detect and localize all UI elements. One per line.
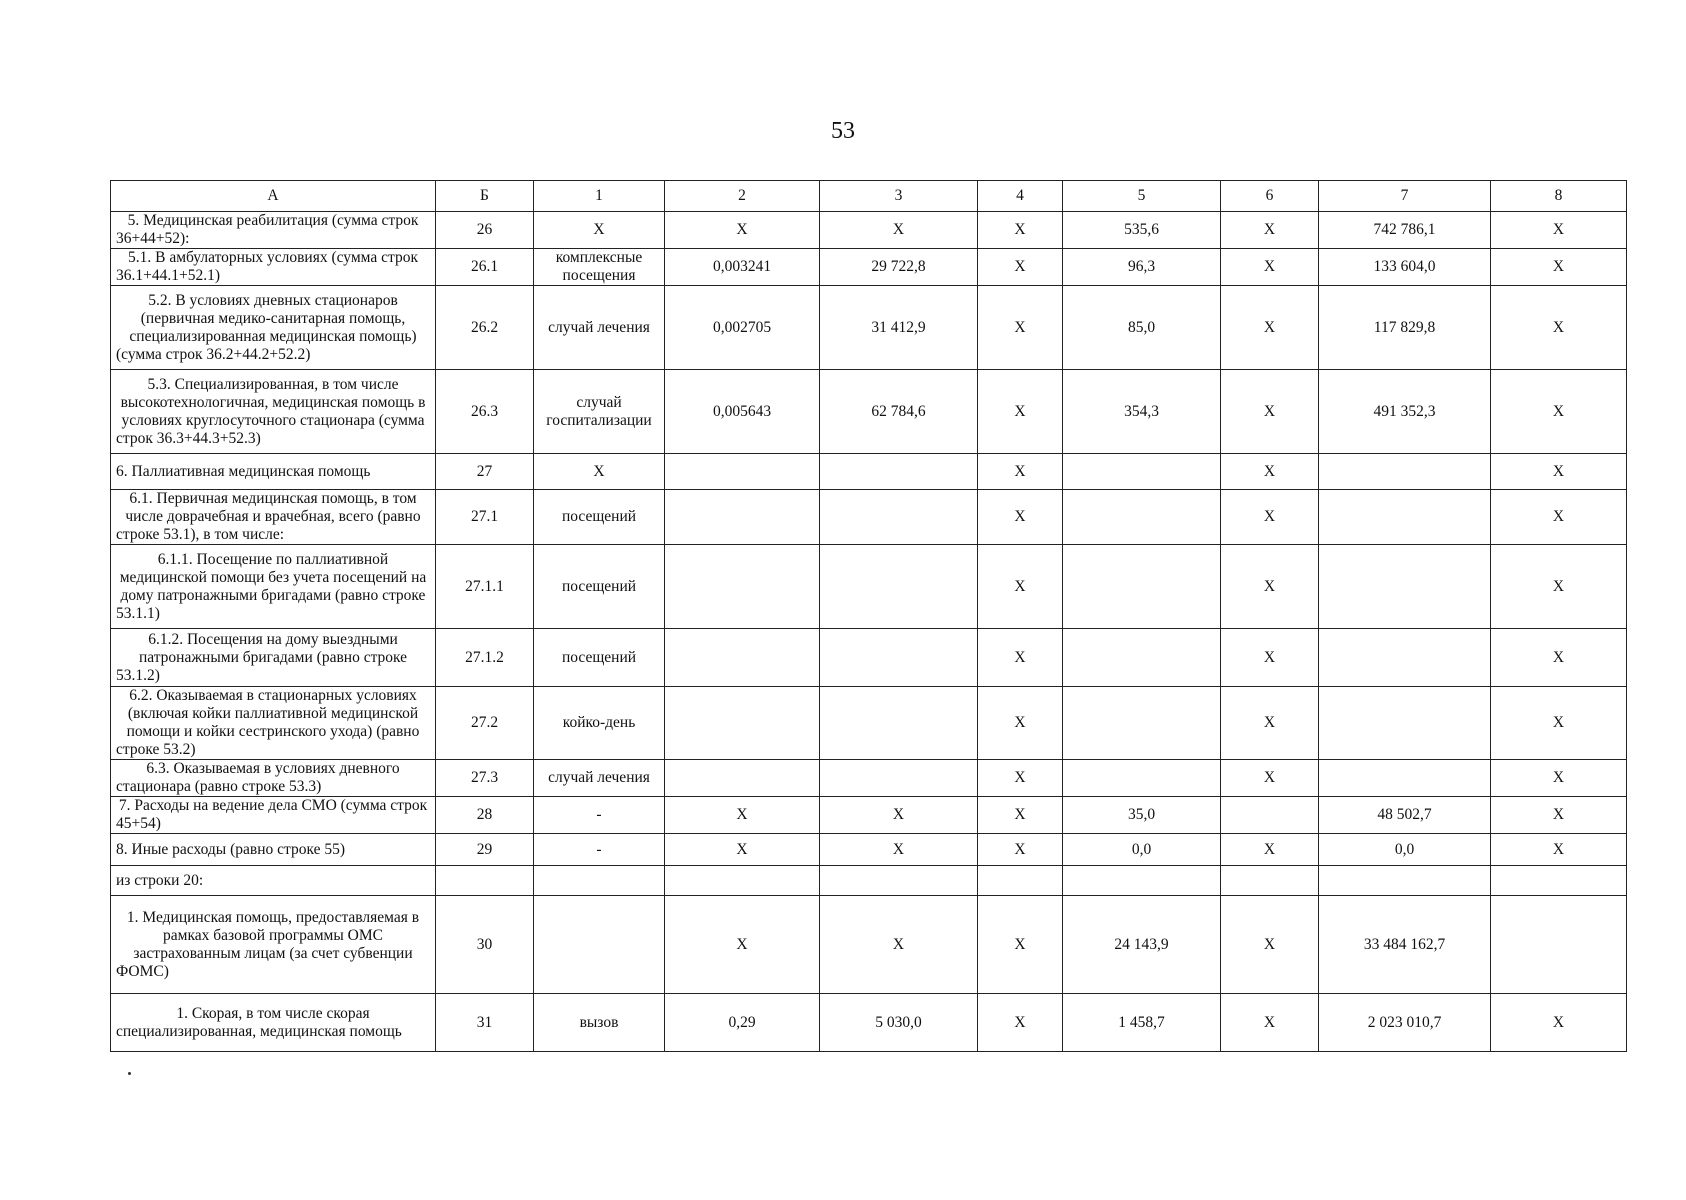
table-cell: посещений (534, 545, 665, 629)
table-cell: X (1491, 454, 1627, 490)
table-cell: X (1491, 212, 1627, 249)
table-cell (1319, 760, 1491, 797)
table-cell: 0,005643 (665, 370, 820, 454)
row-label-cell: 5.2. В условиях дневных стационаров (первичная медико-санитарная помощь, специализированная медицинская помощь) (сумма строк 36.2+44.2+52.2) (111, 286, 436, 370)
table-cell: X (978, 994, 1063, 1052)
table-cell: 535,6 (1063, 212, 1221, 249)
table-cell: случай лечения (534, 760, 665, 797)
table-row (111, 490, 1627, 545)
table-cell (1319, 545, 1491, 629)
table-cell (1319, 490, 1491, 545)
table-cell: 491 352,3 (1319, 370, 1491, 454)
table-cell: 35,0 (1063, 797, 1221, 834)
table-cell: - (534, 797, 665, 834)
data-table (110, 180, 1627, 1052)
table-cell: X (978, 687, 1063, 760)
row-label-cell: 6.1.2. Посещения на дому выездными патронажными бригадами (равно строке 53.1.2) (111, 629, 436, 687)
row-label-cell: 1. Медицинская помощь, предоставляемая в рамках базовой программы ОМС застрахованным лицам (за счет субвенции ФОМС) (111, 896, 436, 994)
table-cell (436, 866, 534, 896)
table-cell: X (665, 212, 820, 249)
table-cell: X (534, 454, 665, 490)
table-cell (665, 760, 820, 797)
table-cell: 27.1 (436, 490, 534, 545)
table-cell: X (978, 490, 1063, 545)
table-cell (1063, 760, 1221, 797)
table-row (111, 896, 1627, 994)
table-cell (1319, 629, 1491, 687)
table-cell: X (820, 797, 978, 834)
table-cell (820, 760, 978, 797)
table-cell: X (1221, 760, 1319, 797)
column-header: 2 (665, 181, 820, 212)
table-cell: 0,002705 (665, 286, 820, 370)
table-row (111, 834, 1627, 866)
column-header: А (111, 181, 436, 212)
table-row (111, 454, 1627, 490)
scan-speck (128, 1072, 131, 1075)
table-cell (820, 687, 978, 760)
table-row (111, 545, 1627, 629)
table-row (111, 629, 1627, 687)
column-header: 1 (534, 181, 665, 212)
row-label-cell: из строки 20: (111, 866, 436, 896)
table-cell: X (978, 896, 1063, 994)
table-cell: 29 722,8 (820, 249, 978, 286)
table-cell: X (1491, 286, 1627, 370)
table-cell: койко-день (534, 687, 665, 760)
table-cell: X (1491, 687, 1627, 760)
table-cell: X (1221, 454, 1319, 490)
table-row (111, 866, 1627, 896)
table-cell: посещений (534, 490, 665, 545)
table-cell: 62 784,6 (820, 370, 978, 454)
table-cell: комплексные посещения (534, 249, 665, 286)
table-cell (1491, 866, 1627, 896)
table-cell (665, 490, 820, 545)
column-header: Б (436, 181, 534, 212)
table-row (111, 797, 1627, 834)
column-header: 4 (978, 181, 1063, 212)
table-cell: X (1221, 629, 1319, 687)
table-cell (1063, 490, 1221, 545)
table-cell: случай лечения (534, 286, 665, 370)
table-cell (820, 866, 978, 896)
row-label-cell: 6. Паллиативная медицинская помощь (111, 454, 436, 490)
row-label-cell: 6.1.1. Посещение по паллиативной медицинской помощи без учета посещений на дому патронажными бригадами (равно строке 53.1.1) (111, 545, 436, 629)
column-header: 7 (1319, 181, 1491, 212)
table-cell: X (1221, 490, 1319, 545)
table-cell (1221, 797, 1319, 834)
table-cell: X (1491, 760, 1627, 797)
table-cell (1221, 866, 1319, 896)
row-label-cell: 1. Скорая, в том числе скорая специализированная, медицинская помощь (111, 994, 436, 1052)
row-label-cell: 8. Иные расходы (равно строке 55) (111, 834, 436, 866)
table-cell: X (1221, 370, 1319, 454)
row-label-cell: 7. Расходы на ведение дела СМО (сумма строк 45+54) (111, 797, 436, 834)
table-cell: 742 786,1 (1319, 212, 1491, 249)
table-cell: X (978, 629, 1063, 687)
table-cell (665, 629, 820, 687)
row-label-cell: 5. Медицинская реабилитация (сумма строк 36+44+52): (111, 212, 436, 249)
table-cell: X (1221, 687, 1319, 760)
table-cell: X (1491, 629, 1627, 687)
table-cell (820, 629, 978, 687)
page-number: 53 (831, 118, 855, 144)
table-cell: 27.2 (436, 687, 534, 760)
table-cell (820, 454, 978, 490)
table-row (111, 249, 1627, 286)
table-cell: X (665, 797, 820, 834)
table-cell: 27.3 (436, 760, 534, 797)
table-cell: X (978, 249, 1063, 286)
table-cell: X (978, 545, 1063, 629)
row-label-cell: 6.1. Первичная медицинская помощь, в том числе доврачебная и врачебная, всего (равно строке 53.1), в том числе: (111, 490, 436, 545)
table-cell: 26.3 (436, 370, 534, 454)
table-cell: X (978, 797, 1063, 834)
table-cell: X (1221, 994, 1319, 1052)
table-cell (665, 545, 820, 629)
header-row (111, 181, 1627, 212)
table-cell: X (978, 454, 1063, 490)
table-row (111, 212, 1627, 249)
table-cell: случай госпитализации (534, 370, 665, 454)
table-cell: X (1491, 797, 1627, 834)
table-cell: X (1491, 490, 1627, 545)
row-label-cell: 6.2. Оказываемая в стационарных условиях (включая койки паллиативной медицинской помощи и койки сестринского ухода) (равно строке 53.2) (111, 687, 436, 760)
table-cell (1319, 866, 1491, 896)
table-cell: X (1221, 834, 1319, 866)
table-cell: 27.1.1 (436, 545, 534, 629)
table-cell: 1 458,7 (1063, 994, 1221, 1052)
table-cell: 29 (436, 834, 534, 866)
table-cell (820, 490, 978, 545)
table-cell: вызов (534, 994, 665, 1052)
table-cell: X (820, 834, 978, 866)
table-cell (1491, 896, 1627, 994)
table-cell (1319, 454, 1491, 490)
table-cell: X (1491, 249, 1627, 286)
row-label-cell: 6.3. Оказываемая в условиях дневного стационара (равно строке 53.3) (111, 760, 436, 797)
table-cell: X (978, 212, 1063, 249)
column-header: 5 (1063, 181, 1221, 212)
table-cell: 0,003241 (665, 249, 820, 286)
table-cell (820, 545, 978, 629)
table-cell: X (820, 896, 978, 994)
table-cell: X (978, 286, 1063, 370)
table-cell: X (978, 370, 1063, 454)
table-cell: X (534, 212, 665, 249)
table-cell: X (1221, 286, 1319, 370)
table-cell (1063, 866, 1221, 896)
table-cell: X (978, 760, 1063, 797)
table-row (111, 687, 1627, 760)
table-cell (665, 454, 820, 490)
column-header: 6 (1221, 181, 1319, 212)
table-cell: 26 (436, 212, 534, 249)
table-cell: - (534, 834, 665, 866)
table-cell: 354,3 (1063, 370, 1221, 454)
table-cell: посещений (534, 629, 665, 687)
table-cell: X (1491, 370, 1627, 454)
table-cell (1319, 687, 1491, 760)
table-cell: 85,0 (1063, 286, 1221, 370)
table-cell: 28 (436, 797, 534, 834)
table-cell: X (820, 212, 978, 249)
table-cell (534, 896, 665, 994)
table-cell: 27 (436, 454, 534, 490)
table-cell: 96,3 (1063, 249, 1221, 286)
table-cell: 117 829,8 (1319, 286, 1491, 370)
table-cell: 0,0 (1319, 834, 1491, 866)
table-cell: X (1491, 834, 1627, 866)
table-cell: 31 (436, 994, 534, 1052)
table-cell: 5 030,0 (820, 994, 978, 1052)
table-cell: X (1221, 249, 1319, 286)
table-cell (534, 866, 665, 896)
table-cell: 24 143,9 (1063, 896, 1221, 994)
table-cell: 2 023 010,7 (1319, 994, 1491, 1052)
table-row (111, 370, 1627, 454)
table-cell: 0,0 (1063, 834, 1221, 866)
table-cell: 26.1 (436, 249, 534, 286)
table-cell: 27.1.2 (436, 629, 534, 687)
table-cell (665, 687, 820, 760)
table-cell: X (1221, 545, 1319, 629)
table-cell: X (1221, 212, 1319, 249)
table-cell: 0,29 (665, 994, 820, 1052)
row-label-cell: 5.1. В амбулаторных условиях (сумма строк 36.1+44.1+52.1) (111, 249, 436, 286)
table-cell: X (1221, 896, 1319, 994)
table-row (111, 760, 1627, 797)
table-cell (1063, 629, 1221, 687)
table-cell: X (1491, 545, 1627, 629)
table-cell: X (665, 896, 820, 994)
table-cell: 48 502,7 (1319, 797, 1491, 834)
table-cell (1063, 687, 1221, 760)
table-cell: 30 (436, 896, 534, 994)
table-row (111, 994, 1627, 1052)
row-label-cell: 5.3. Специализированная, в том числе высокотехнологичная, медицинская помощь в условиях круглосуточного стационара (сумма строк 36.3+44.3+52.3) (111, 370, 436, 454)
column-header: 8 (1491, 181, 1627, 212)
table-cell: 26.2 (436, 286, 534, 370)
table-cell: 31 412,9 (820, 286, 978, 370)
table-cell (978, 866, 1063, 896)
column-header: 3 (820, 181, 978, 212)
table-cell: X (978, 834, 1063, 866)
table-cell: X (665, 834, 820, 866)
table-row (111, 286, 1627, 370)
table-cell: 133 604,0 (1319, 249, 1491, 286)
table-cell (1063, 545, 1221, 629)
table-cell (665, 866, 820, 896)
table-cell: X (1491, 994, 1627, 1052)
table-cell: 33 484 162,7 (1319, 896, 1491, 994)
table-cell (1063, 454, 1221, 490)
